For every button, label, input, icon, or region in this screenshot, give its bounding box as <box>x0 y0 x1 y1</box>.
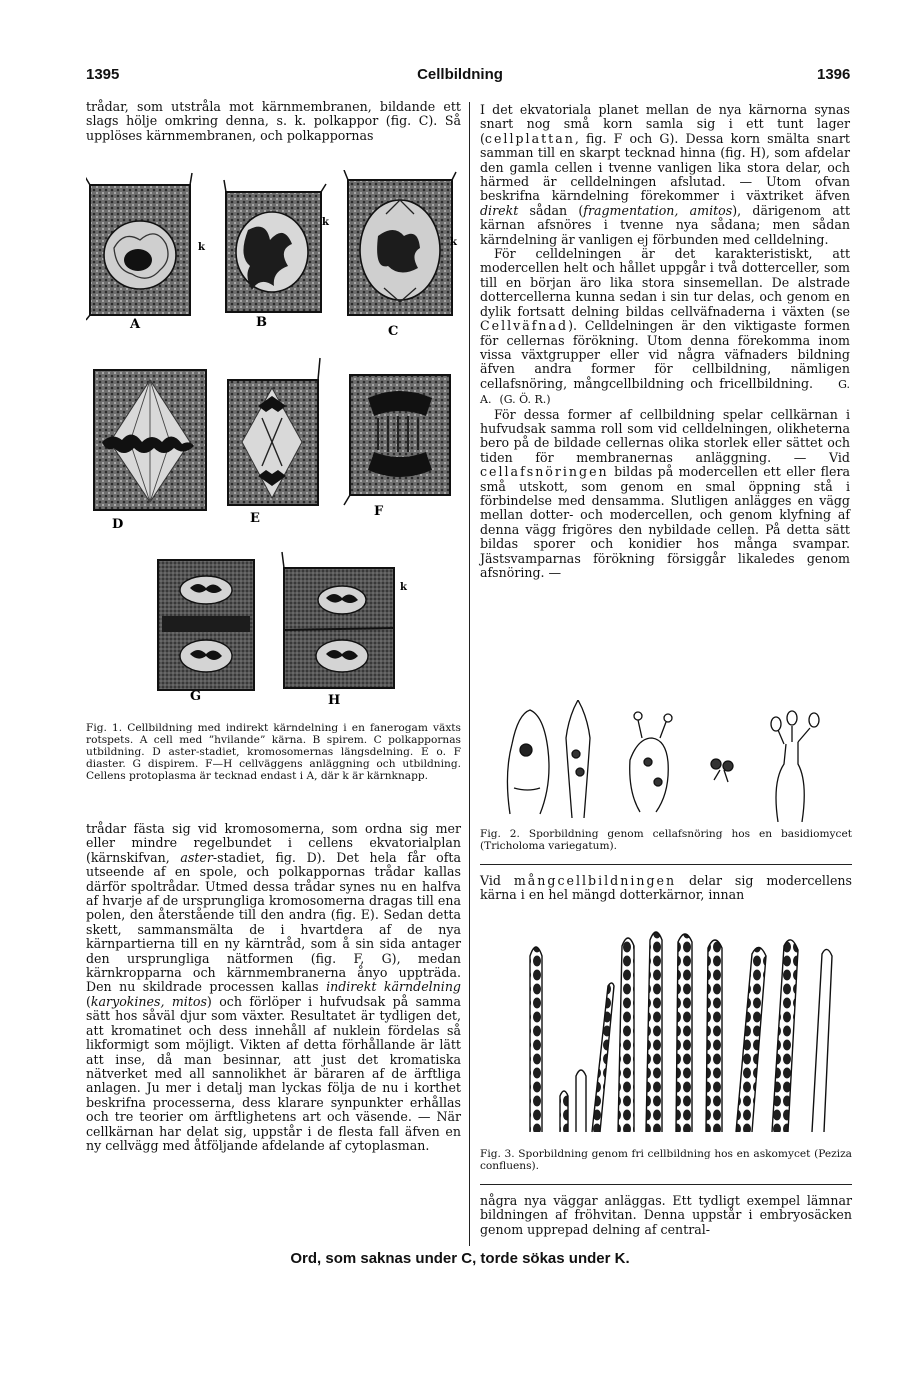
right-text-top <box>480 103 850 580</box>
left-p2-aster: aster <box>180 849 213 865</box>
right-p1-direkt: direkt <box>480 202 519 218</box>
right-p3-cellafsnoringen: cellafsnöringen <box>480 464 609 480</box>
cell-b <box>224 180 326 312</box>
label-d: D <box>112 517 124 532</box>
cell-c <box>344 170 456 315</box>
right-p1-a: I det ekvatoriala planet mellan de nya kärnorna synas snart nog små korn samla sig i ett tunt lager ( <box>480 102 850 146</box>
paraphysis-2 <box>812 949 832 1132</box>
basidium-2 <box>566 700 590 818</box>
ascus-4 <box>618 938 634 1132</box>
basidium-4 <box>714 770 728 782</box>
left-paragraph-1: trådar, som utstråla mot kärnmembranen, bildande ett slags hölje omkring denna, s. k. polkappor (fig. C). Så upplöses kärnmembranen, och polkappornas <box>86 99 461 143</box>
paraphysis-1 <box>592 983 614 1132</box>
figure-2-caption: Fig. 2. Sporbildning genom cellafsnöring hos en basidiomycet (Tricholoma variegatum). <box>480 828 852 852</box>
label-a: A <box>130 317 141 332</box>
ascus-5 <box>646 932 662 1132</box>
signature-1: G. A. <box>480 377 851 407</box>
ascus-2 <box>560 1091 568 1132</box>
figure-1 <box>86 170 464 710</box>
left-p2-part-c: -stadiet, fig. D). Det hela får ofta utseende af en spole, och polkappornas trådar kallas därför spoltrådar. Utmed dessa trådar synes nu en halfva af hvarje af de ursprungliga kromosomerna dragas till ena polen, den återstående till den andra (fig. E). Sedan detta skett, sammansmälta de i hvartdera af de nya kärnpartierna till en ny kärntråd, som å sin sida antager den ursprungliga nätformen (fig. F, G), medan kärnkropparna och kärnmembranerna ånyo uppträda. Den nu skildrade processen kallas <box>86 849 461 995</box>
right-p4-a: Vid <box>480 873 514 888</box>
left-p2-part-g: ) och förlöper i hufvudsak på samma sätt hos såväl djur som växter. Resultatet är tydligen det, att kromatinet och dess innehåll af nuklein fördelas så likformigt som möjligt. Vikten af detta förhållande är lätt att inse, då man besinnar, att just det kromatiska nätverket med all sannolikhet är bäraren af de ärftliga anlagen. Ju mer i detalj man lyckas följa de nu i korthet beskrifna processerna, dess klarare synpunkter erhållas och tre teorier om ärftlighetens art och väsende. — När cellkärnan har delat sig, uppstår i de flesta fall äfven en ny cellvägg med åtföljande afdelande af cytoplasman. <box>86 993 461 1153</box>
left-p2-part-a: trådar fästa sig vid kromosomerna, som ordna sig mer eller mindre regelbundet i cellens ekvatorialplan (kärnskifvan, <box>86 821 461 865</box>
basidium-1 <box>507 710 549 814</box>
basidium-5 <box>776 742 804 822</box>
cell-f <box>344 375 450 505</box>
right-p1-g: ), därigenom att kärnan afsnöres i tvenne nya sådana; men sådan kärndelning är vanligen ej förbunden med celldelning. <box>480 202 851 247</box>
right-p1-fragmentation: fragmentation, amitos <box>583 202 733 218</box>
right-text-bottom <box>480 1194 852 1237</box>
ascus-9 <box>772 940 798 1132</box>
cell-a <box>86 173 192 320</box>
cell-e <box>228 358 320 505</box>
column-rule <box>469 102 470 1246</box>
label-f: F <box>374 504 384 519</box>
right-text-middle <box>480 874 852 903</box>
right-p4-mangcellbildningen: mångcellbildningen <box>513 873 677 888</box>
label-g: G <box>190 689 202 704</box>
right-p4-c: delar sig modercellens kärna i en hel mängd dotterkärnor, innan <box>480 873 852 903</box>
running-title: Cellbildning <box>417 66 503 83</box>
right-paragraph-3 <box>480 408 850 581</box>
left-text-top <box>86 100 461 143</box>
label-k-h: k <box>400 582 407 593</box>
basidium-3 <box>630 738 669 812</box>
right-p3-a: För dessa former af cellbildning spelar cellkärnan i hufvudsak samma roll som vid celldelningen, olikheterna bero på de bildade cellernas olika storlek eller sättet och tiden för membranernas anläggning. — Vid <box>480 406 850 465</box>
figure-3-caption: Fig. 3. Sporbildning genom fri cellbildning hos en askomycet (Peziza confluens). <box>480 1148 852 1172</box>
left-p2-karyokines: karyokines, mitos <box>90 993 207 1009</box>
figure-3-rule <box>480 1184 852 1185</box>
figure-3 <box>522 926 842 1136</box>
label-e: E <box>250 511 260 526</box>
cell-g <box>158 560 254 690</box>
right-p2-cellvafnad: Cellväfnad <box>480 318 569 334</box>
left-text-bottom <box>86 822 461 1153</box>
right-p3-c: bildas på modercellen ett eller flera små utskott, som genom en smal öppning stå i förbindelse med densamma. Slutligen anlägges en vägg mellan dotter- och modercellen, och genom klyfning af denna vägg frigöres den nybildade cellen. På detta sätt bildas sporer och konidier hos många svampar. Jästsvamparnas förökning försiggår likaledes genom afsnöring. — <box>480 464 850 580</box>
figure-2 <box>492 700 852 822</box>
page-number-right: 1396 <box>817 66 851 83</box>
right-p1-e: sådan ( <box>518 202 584 218</box>
left-p2-indirekt: indirekt kärndelning <box>326 979 461 995</box>
cell-d <box>94 370 206 510</box>
ascus-1 <box>530 947 542 1132</box>
signature-2: (G. Ö. R.) <box>499 393 551 407</box>
ascus-6 <box>676 934 692 1132</box>
label-k-a: k <box>198 242 205 253</box>
right-p1-cellplattan: cellplattan <box>484 130 575 146</box>
label-b: B <box>256 315 267 330</box>
right-paragraph-5: några nya väggar anläggas. Ett tydligt exempel lämnar bildningen af fröhvitan. Denna uppstår i embryosäcken genom upprepad delning af central- <box>480 1193 852 1237</box>
right-p2-a: För celldelningen är det karakteristiskt, att modercellen helt och hållet uppgår i två dotterceller, som till en början äro lika stora sinsemellan. De alstrade dottercellerna kunna sedan i sin tur delas, och genom en dylik fortsatt delning bildas cellväfnaderna i växten (se <box>480 246 850 319</box>
right-paragraph-1 <box>480 103 850 247</box>
label-k-b: k <box>322 217 329 228</box>
right-paragraph-2 <box>480 247 850 407</box>
label-c: C <box>388 324 399 339</box>
label-k-c: k <box>450 237 457 248</box>
figure-1-caption: Fig. 1. Cellbildning med indirekt kärndelning i en fanerogam växts rotspets. A cell med ”hvilande” kärna. B spirem. C polkappornas utbildning. D aster-stadiet, kromosomernas längsdelning. E o. F diaster. G dispirem. F—H cellväggens anläggning och utbildning. Cellens protoplasma är tecknad endast i A, där k är kärnknapp. <box>86 722 461 782</box>
left-p2-part-e: ( <box>86 993 91 1009</box>
ascus-7 <box>706 940 722 1132</box>
right-p2-c: ). Celldelningen är den viktigaste formen för cellernas förökning. Utom denna förekomma inom vissa växtgrupper eller vid några väfnaders bildning äfven andra former för cellbildning, nämligen cellafsnöring, mångcellbildning och fricellbildning. <box>480 318 850 391</box>
cell-h <box>282 552 394 688</box>
label-h: H <box>328 693 341 708</box>
right-p1-c: , fig. F och G). Dessa korn smälta snart samman till en skarpt tecknad hinna (fig. H), som afdelar den gamla cellen i tvenne vanligen lika stora delar, och härmed är celldelningen afslutad. — Utom ofvan beskrifna kärndelning förekommer i växtriket äfven <box>480 130 850 204</box>
figure-2-rule <box>480 864 852 865</box>
page-number-left: 1395 <box>86 66 120 83</box>
footer-note: Ord, som saknas under C, torde sökas under K. <box>290 1250 630 1267</box>
ascus-3 <box>576 1070 586 1132</box>
right-paragraph-4 <box>480 874 852 903</box>
ascus-8 <box>736 947 766 1132</box>
